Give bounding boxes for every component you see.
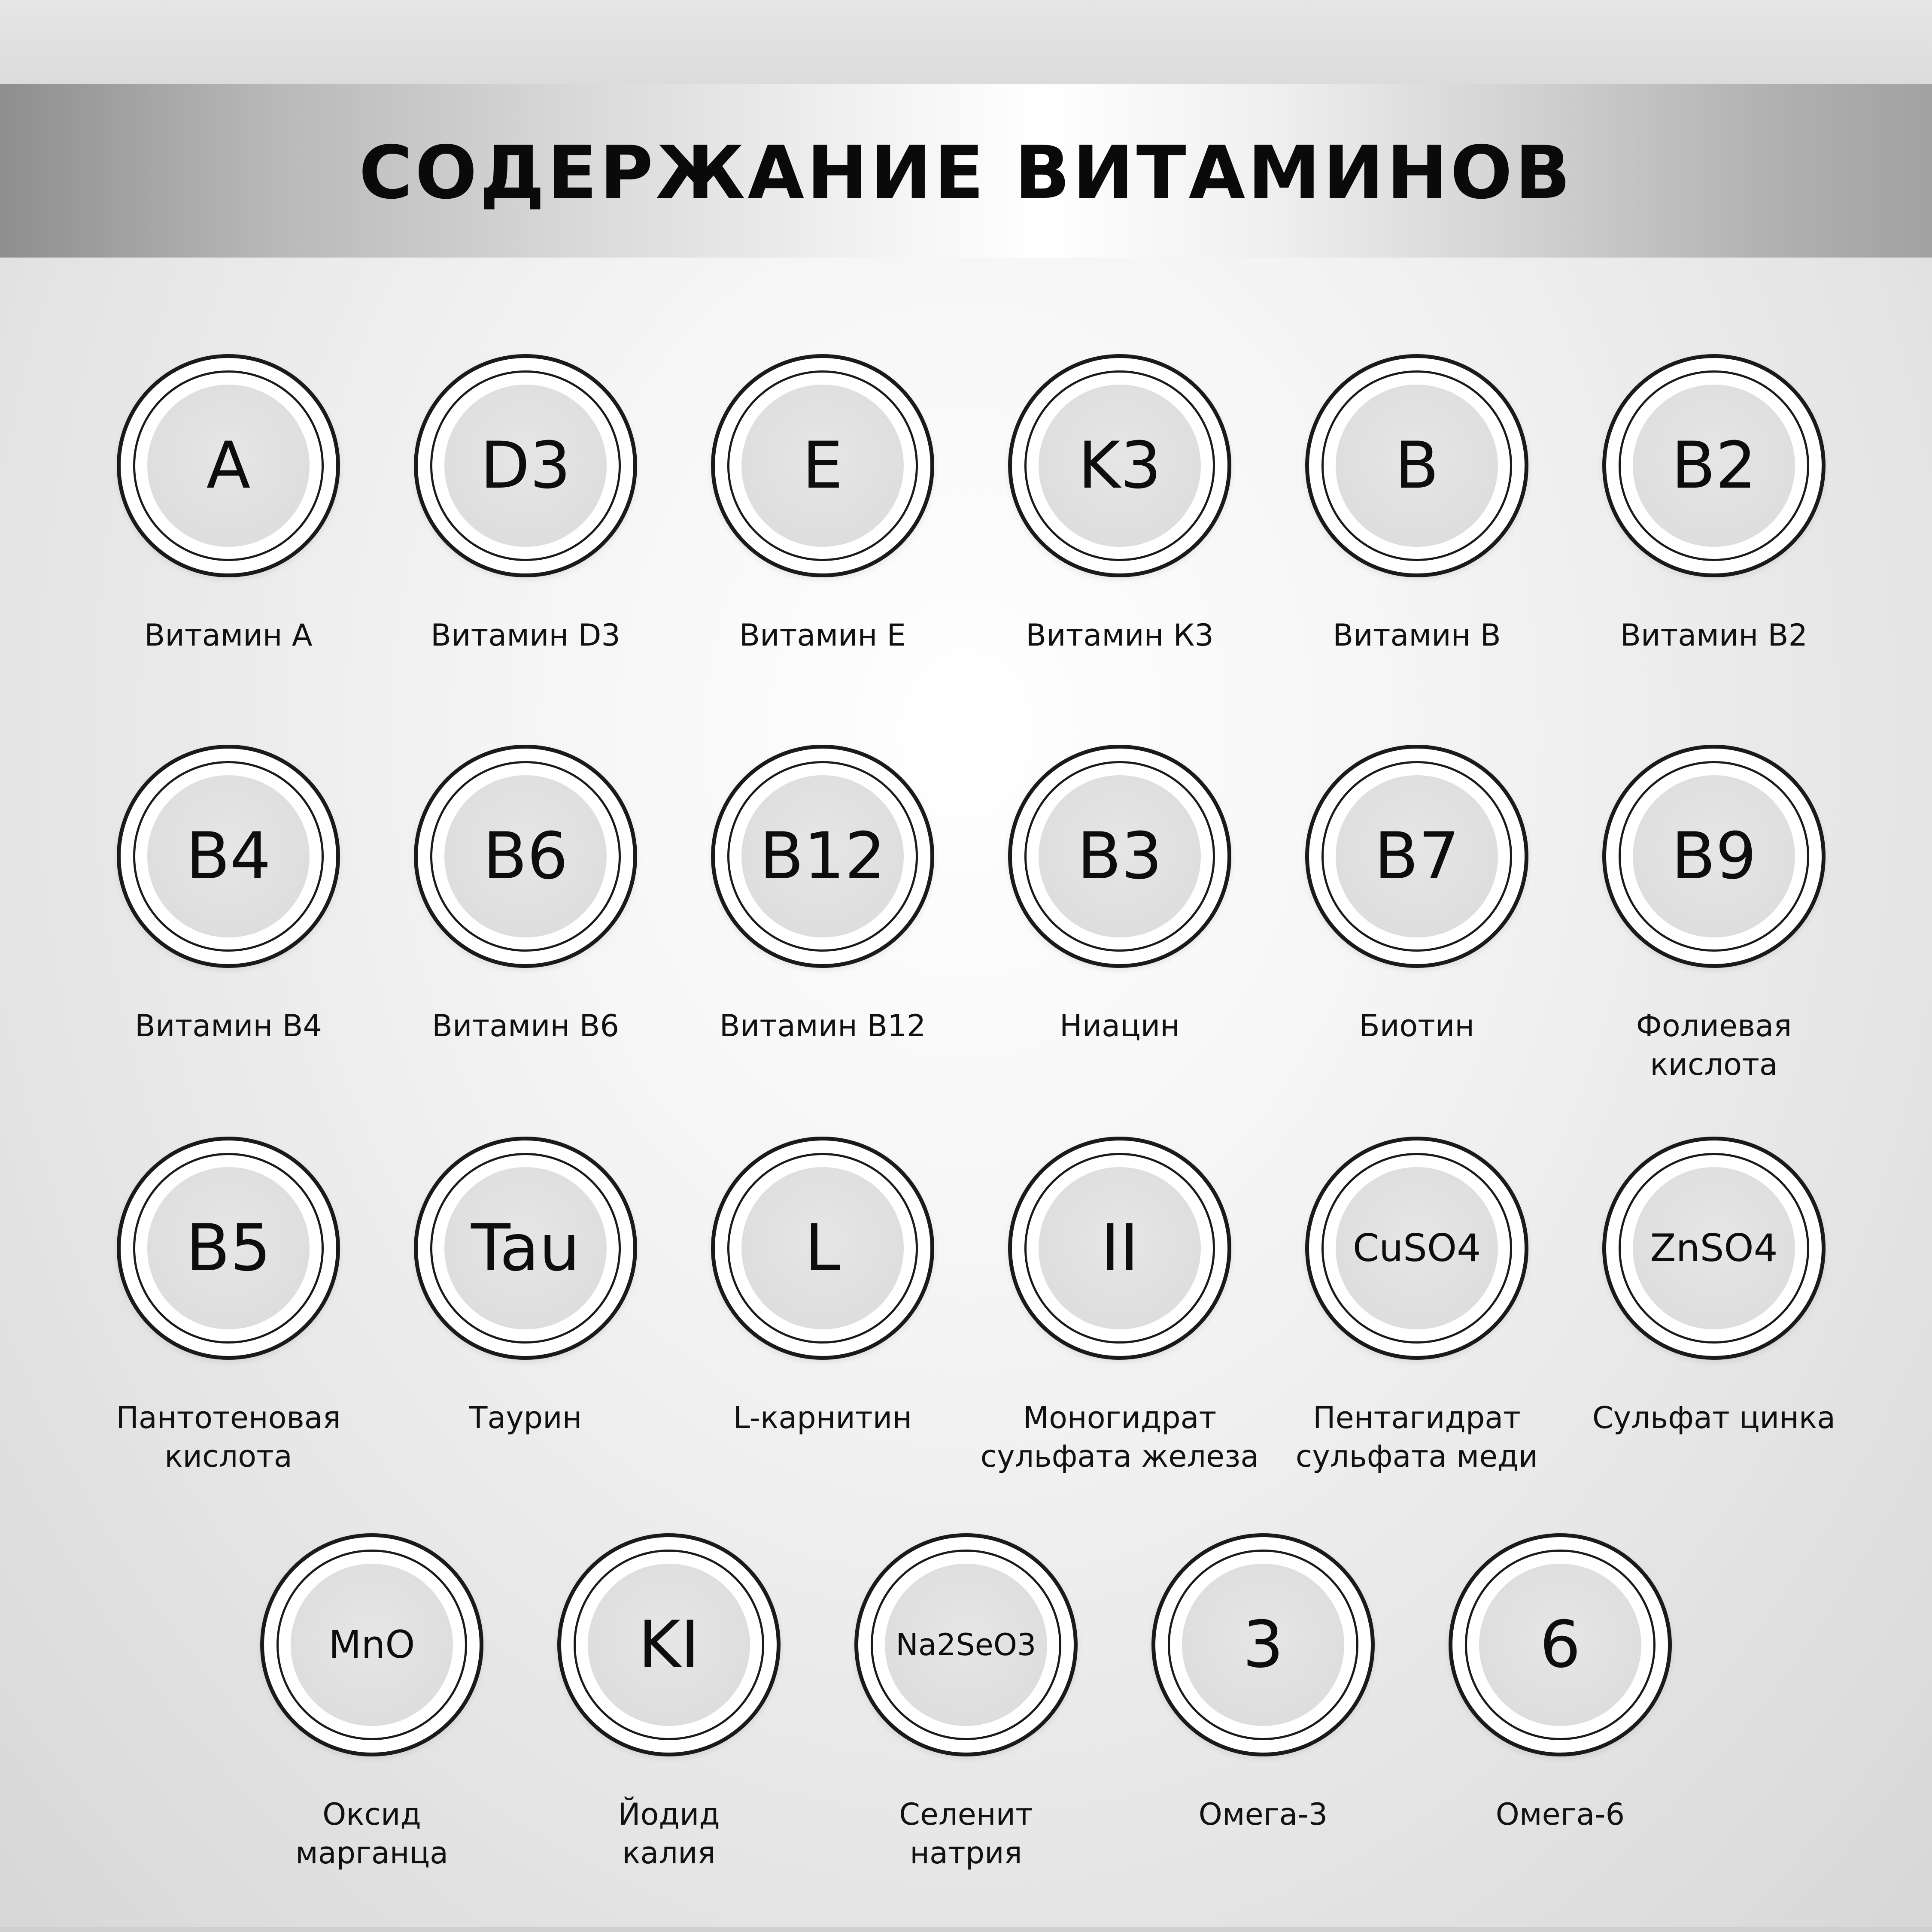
nutrient-symbol: B7 [1374,819,1460,894]
nutrient-item-potassium-iodide [521,1533,817,1872]
nutrient-symbol: 3 [1242,1607,1284,1682]
nutrient-label: Йодид калия [618,1797,720,1871]
nutrient-label: Витамин В6 [431,1008,620,1043]
page-title: СОДЕРЖАНИЕ ВИТАМИНОВ [358,130,1574,215]
nutrient-badge [260,1533,483,1756]
nutrient-label: Биотин [1359,1008,1475,1043]
nutrient-label: Витамин В2 [1620,618,1808,653]
nutrient-label: Витамин В4 [134,1008,322,1043]
nutrient-badge [1305,354,1528,577]
nutrient-item-l-carnitine [674,1137,971,1437]
nutrient-symbol: CuSO4 [1352,1226,1481,1270]
nutrient-item-copper-sulfate [1269,1137,1565,1476]
nutrient-label: Пантотеновая кислота [116,1400,341,1474]
nutrient-symbol: L [805,1211,841,1286]
nutrient-symbol: K3 [1078,428,1161,503]
nutrient-symbol: B [1394,428,1439,503]
nutrient-label: Фолиевая кислота [1636,1008,1792,1082]
nutrient-item-niacin [972,745,1268,1045]
nutrient-badge [414,1137,637,1360]
nutrient-badge [117,1137,340,1360]
nutrient-symbol: KI [638,1607,700,1682]
nutrient-label: Моногидрат сульфата железа [980,1400,1259,1474]
nutrient-badge [1008,354,1231,577]
nutrient-badge [1008,1137,1231,1360]
nutrient-item-omega-3 [1115,1533,1411,1834]
nutrient-badge [557,1533,781,1756]
nutrient-symbol: A [206,428,251,503]
nutrient-item-iron-sulfate [972,1137,1268,1476]
nutrient-badge [117,745,340,968]
nutrient-symbol: ZnSO4 [1650,1226,1778,1270]
nutrient-label: Таурин [469,1400,582,1435]
nutrient-symbol: D3 [480,428,571,503]
nutrient-item-manganese-oxide [224,1533,520,1872]
nutrient-item-vitamin-d3 [377,354,674,655]
nutrient-badge [1602,1137,1826,1360]
nutrient-item-folic-acid [1566,745,1862,1084]
nutrient-label: Витамин В [1333,618,1501,653]
nutrient-symbol: Na2SeO3 [896,1627,1036,1662]
nutrient-label: L-карнитин [733,1400,912,1435]
nutrient-item-vitamin-b12 [674,745,971,1045]
nutrient-symbol: B9 [1671,819,1757,894]
nutrient-badge [711,354,934,577]
nutrient-symbol: MnO [328,1623,415,1667]
nutrient-symbol: 6 [1540,1607,1581,1682]
nutrient-item-biotin [1269,745,1565,1045]
nutrient-label: Витамин Е [739,618,906,653]
nutrient-label: Пентагидрат сульфата меди [1295,1400,1538,1474]
nutrient-item-zinc-sulfate [1566,1137,1862,1437]
bottom-border-strip [0,1927,1932,1932]
nutrient-label: Селенит натрия [899,1797,1033,1871]
nutrient-label: Омега-6 [1495,1797,1625,1832]
nutrient-symbol: Tau [471,1211,580,1286]
nutrient-label: Витамин В12 [719,1008,926,1043]
nutrient-badge [1602,745,1826,968]
nutrient-label: Витамин К3 [1026,618,1214,653]
nutrient-symbol: B12 [759,819,886,894]
nutrient-item-vitamin-a [80,354,377,655]
nutrient-label: Омега-3 [1198,1797,1328,1832]
nutrient-item-vitamin-b4 [80,745,377,1045]
nutrient-label: Витамин А [144,618,313,653]
nutrient-item-omega-6 [1412,1533,1708,1834]
nutrient-symbol: E [802,428,843,503]
nutrient-badge [414,354,637,577]
nutrient-badge [1602,354,1826,577]
nutrient-symbol: B3 [1077,819,1163,894]
nutrient-badge [1008,745,1231,968]
nutrient-symbol: B2 [1671,428,1757,503]
nutrient-badge [414,745,637,968]
nutrient-symbol: B6 [483,819,568,894]
nutrient-symbol: II [1100,1211,1139,1286]
nutrient-label: Сульфат цинка [1592,1400,1836,1435]
nutrient-badge [1151,1533,1375,1756]
nutrient-symbol: B5 [185,1211,271,1286]
nutrient-label: Оксид марганца [295,1797,449,1871]
nutrient-symbol: B4 [185,819,271,894]
nutrient-badge [711,1137,934,1360]
nutrient-badge [117,354,340,577]
nutrient-label: Ниацин [1060,1008,1180,1043]
title-banner [0,84,1932,258]
nutrient-item-taurine [377,1137,674,1437]
nutrient-badge [1305,745,1528,968]
nutrient-badge [854,1533,1078,1756]
top-background-strip [0,0,1932,84]
nutrient-item-pantothenic-acid [80,1137,377,1476]
nutrient-badge [1449,1533,1672,1756]
nutrient-item-vitamin-b2 [1566,354,1862,655]
nutrient-badge [711,745,934,968]
nutrient-label: Витамин D3 [431,618,620,653]
nutrient-badge [1305,1137,1528,1360]
nutrient-item-vitamin-b6 [377,745,674,1045]
nutrient-item-vitamin-k3 [972,354,1268,655]
nutrient-item-sodium-selenite [818,1533,1114,1872]
nutrient-item-vitamin-b [1269,354,1565,655]
nutrient-item-vitamin-e [674,354,971,655]
